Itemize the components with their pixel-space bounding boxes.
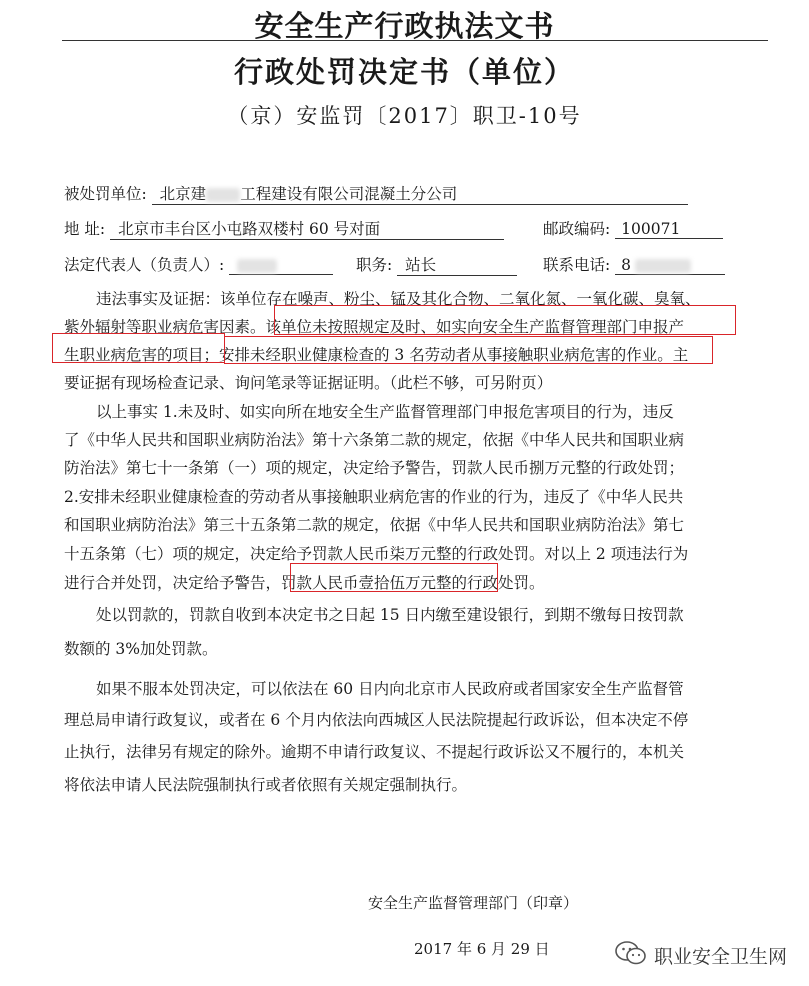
highlight-box <box>52 333 225 363</box>
redacted-blur <box>635 259 691 273</box>
highlight-box <box>274 305 736 335</box>
title-rule <box>62 40 768 41</box>
body-line: 进行合并处罚，决定给予警告，罚款人民币壹拾伍万元整的行政处罚。 <box>64 574 545 592</box>
representative-value <box>229 256 333 275</box>
wechat-icon <box>614 940 648 971</box>
address-label: 地 址: <box>64 220 106 238</box>
representative-row <box>64 253 333 275</box>
phone-value <box>615 256 725 275</box>
phone-prefix: 8 <box>621 256 632 274</box>
body-line: 处以罚款的，罚款自收到本决定书之日起 15 日内缴至建设银行，到期不缴每日按罚款 <box>96 606 684 624</box>
body-line: 2.安排未经职业健康检查的劳动者从事接触职业病危害的作业的行为，违反了《中华人民共 <box>64 488 684 506</box>
postcode-row <box>543 217 723 239</box>
body-line: 违法事实及证据：该单位存在噪声、粉尘、锰及其化合物、二氧化氮、一氧化碳、臭氧、 <box>96 290 701 308</box>
body-line: 理总局申请行政复议，或者在 6 个月内依法向西城区人民法院提起行政诉讼，但本决定不停 <box>64 711 689 729</box>
address-row <box>64 217 504 240</box>
postcode-label: 邮政编码: <box>543 220 611 238</box>
postcode-value: 100071 <box>615 220 723 239</box>
body-line: 止执行，法律另有规定的除外。逾期不申请行政复议、不提起行政诉讼又不履行的，本机关 <box>64 743 685 761</box>
body-line: 如果不服本处罚决定，可以依法在 60 日内向北京市人民政府或者国家安全生产监督管 <box>96 680 684 698</box>
representative-label: 法定代表人（负责人）: <box>64 256 225 274</box>
main-title: 安全生产行政执法文书 <box>254 9 555 43</box>
body-line: 了《中华人民共和国职业病防治法》第十六条第二款的规定，依据《中华人民共和国职业病 <box>64 431 685 449</box>
issue-date: 2017 年 6 月 29 日 <box>414 940 550 958</box>
phone-row <box>543 253 725 275</box>
body-line: 将依法申请人民法院强制执行或者依照有关规定强制执行。 <box>64 776 468 794</box>
highlight-box <box>224 336 713 364</box>
unit-suffix: 工程建设有限公司混凝土分公司 <box>240 185 458 203</box>
unit-value <box>152 182 688 205</box>
body-line: 和国职业病防治法》第三十五条第二款的规定，依据《中华人民共和国职业病防治法》第七 <box>64 516 685 534</box>
redacted-blur <box>237 259 277 273</box>
body-line: 要证据有现场检查记录、询问笔录等证据证明。（此栏不够，可另附页） <box>64 374 553 392</box>
redacted-blur <box>206 188 240 202</box>
penalized-unit-row <box>64 182 688 205</box>
issuing-authority-seal: 安全生产监督管理部门（印章） <box>368 894 579 912</box>
body-line: 以上事实 1.未及时、如实向所在地安全生产监督管理部门申报危害项目的行为，违反 <box>96 403 674 421</box>
document-title: 行政处罚决定书（单位） <box>233 55 575 89</box>
unit-prefix: 北京建 <box>159 185 207 203</box>
document-number: （京）安监罚〔2017〕职卫-10号 <box>227 104 582 128</box>
body-line: 数额的 3%加处罚款。 <box>64 640 218 658</box>
highlight-box <box>290 563 498 592</box>
phone-label: 联系电话: <box>543 256 611 274</box>
position-label: 职务: <box>356 256 393 274</box>
watermark-text: 职业安全卫生网 <box>653 946 787 968</box>
watermark <box>614 940 787 971</box>
address-value: 北京市丰台区小屯路双楼村 60 号对面 <box>110 217 504 240</box>
body-line: 生职业病危害的项目；安排未经职业健康检查的 3 名劳动者从事接触职业病危害的作业。主 <box>64 346 689 364</box>
position-row <box>356 253 517 276</box>
unit-label: 被处罚单位: <box>64 185 147 203</box>
body-line: 紫外辐射等职业病危害因素。该单位未按照规定及时、如实向安全生产监督管理部门申报产 <box>64 318 685 336</box>
position-value: 站长 <box>397 253 517 276</box>
body-line: 十五条第（七）项的规定，决定给予罚款人民币柒万元整的行政处罚。对以上 2 项违法行为 <box>64 545 689 563</box>
body-line: 防治法》第七十一条第（一）项的规定，决定给予警告，罚款人民币捌万元整的行政处罚； <box>64 459 685 477</box>
